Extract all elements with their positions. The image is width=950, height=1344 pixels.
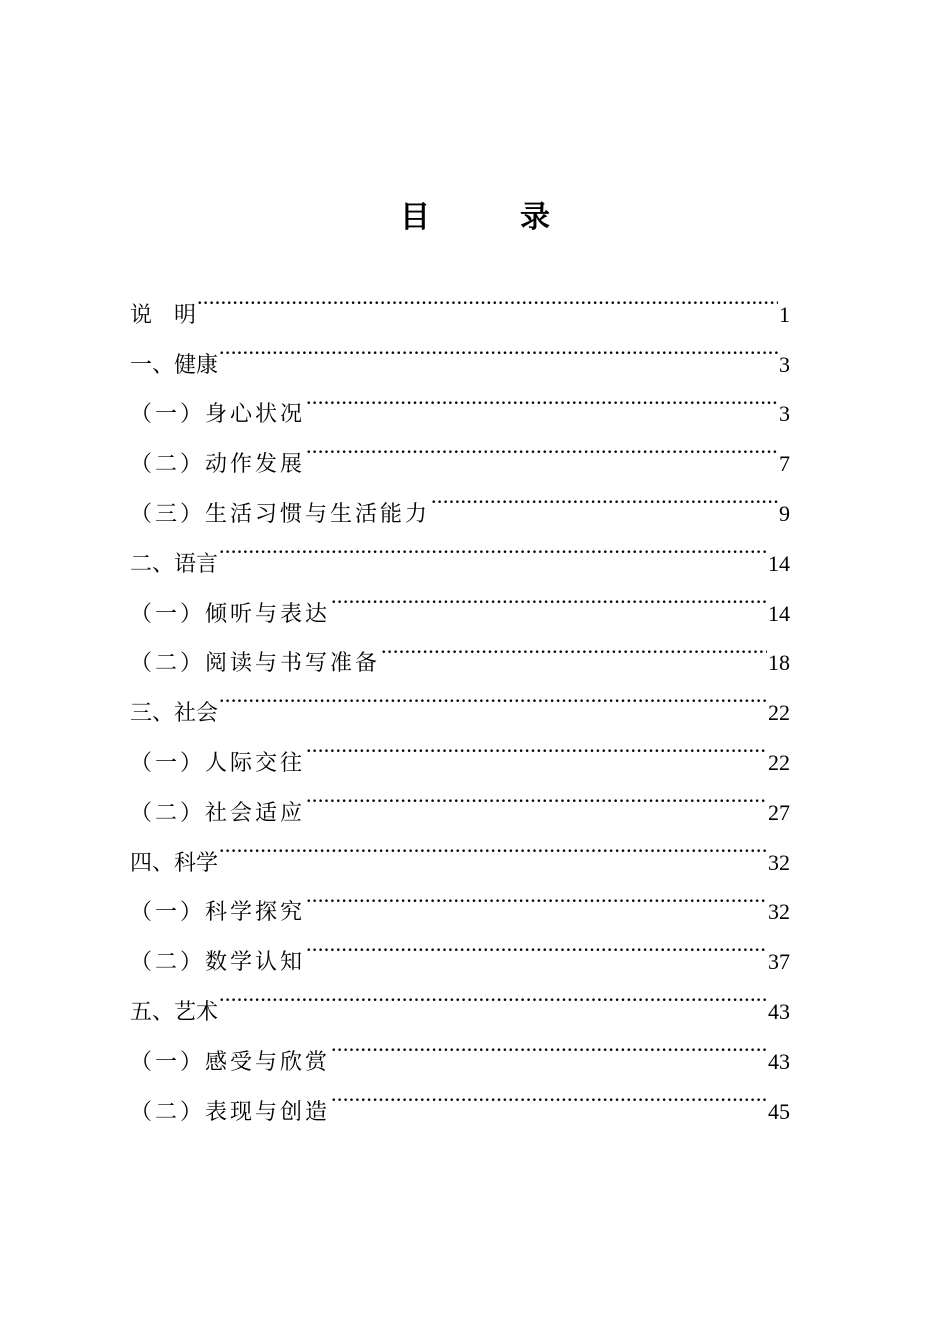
- toc-entry-page: 3: [779, 401, 790, 427]
- toc-entry[interactable]: [130, 521, 790, 577]
- toc-entry-label: （二）表现与创造: [130, 1099, 331, 1125]
- toc-entry-label: （一）感受与欣赏: [130, 1049, 331, 1075]
- toc-entry[interactable]: [130, 322, 790, 378]
- dot-leader: [219, 322, 778, 372]
- dot-leader: [306, 770, 767, 820]
- toc-entry-label: 五、艺术: [130, 999, 219, 1025]
- toc-entry-page: 27: [768, 799, 790, 825]
- toc-entry-label: （三）生活习惯与生活能力: [130, 501, 431, 527]
- dot-leader: [219, 820, 767, 870]
- dot-leader: [197, 272, 778, 322]
- toc-entry[interactable]: [130, 1019, 790, 1075]
- toc-entry-page: 9: [779, 500, 790, 526]
- dot-leader: [331, 1069, 767, 1119]
- toc-entry-label: 一、健康: [130, 352, 219, 378]
- toc-entry-label: （一）人际交往: [130, 750, 306, 776]
- toc-entry-label: 三、社会: [130, 701, 219, 727]
- toc-entry[interactable]: [130, 372, 790, 428]
- toc-entry-page: 7: [779, 451, 790, 477]
- toc-entry-label: （一）身心状况: [130, 402, 306, 428]
- dot-leader: [306, 919, 767, 969]
- dot-leader: [306, 720, 767, 770]
- dot-leader: [381, 621, 767, 671]
- toc-entry[interactable]: [130, 870, 790, 926]
- toc-entry-page: 22: [768, 700, 790, 726]
- toc-entry-label: 四、科学: [130, 850, 219, 876]
- toc-entry-page: 18: [768, 650, 790, 676]
- toc-entry[interactable]: [130, 670, 790, 727]
- toc-entry-page: 1: [779, 301, 790, 327]
- dot-leader: [219, 969, 767, 1019]
- toc-entry-label: （二）社会适应: [130, 800, 306, 826]
- toc-entry-label: （二）阅读与书写准备: [130, 651, 381, 677]
- dot-leader: [219, 670, 767, 720]
- dot-leader: [331, 571, 767, 621]
- dot-leader: [431, 471, 778, 521]
- toc-entry[interactable]: [130, 720, 790, 776]
- toc-entry[interactable]: [130, 820, 790, 876]
- dot-leader: [306, 421, 778, 471]
- toc-entry-label: 二、语言: [130, 551, 219, 577]
- toc-entry-page: 3: [779, 351, 790, 377]
- toc-title: 目 录: [400, 200, 580, 235]
- dot-leader: [306, 870, 767, 920]
- dot-leader: [306, 372, 778, 422]
- toc-entry-page: 22: [768, 749, 790, 775]
- toc-list: [130, 272, 790, 1125]
- toc-entry[interactable]: [130, 571, 790, 627]
- toc-entry-page: 32: [768, 899, 790, 925]
- toc-entry[interactable]: [130, 272, 790, 328]
- toc-entry-label: 说 明: [130, 302, 197, 328]
- toc-entry-page: 37: [768, 949, 790, 975]
- dot-leader: [331, 1019, 767, 1069]
- toc-entry-label: （二）数学认知: [130, 950, 306, 976]
- toc-entry-page: 32: [768, 849, 790, 875]
- toc-entry-label: （一）倾听与表达: [130, 601, 331, 627]
- toc-entry[interactable]: [130, 969, 790, 1025]
- toc-entry-label: （一）科学探究: [130, 900, 306, 926]
- toc-entry-page: 43: [768, 998, 790, 1024]
- toc-entry-page: 45: [768, 1098, 790, 1124]
- toc-entry-page: 14: [768, 600, 790, 626]
- toc-entry-page: 14: [768, 550, 790, 576]
- toc-entry-page: 43: [768, 1048, 790, 1074]
- toc-entry-label: （二）动作发展: [130, 452, 306, 478]
- dot-leader: [219, 521, 767, 571]
